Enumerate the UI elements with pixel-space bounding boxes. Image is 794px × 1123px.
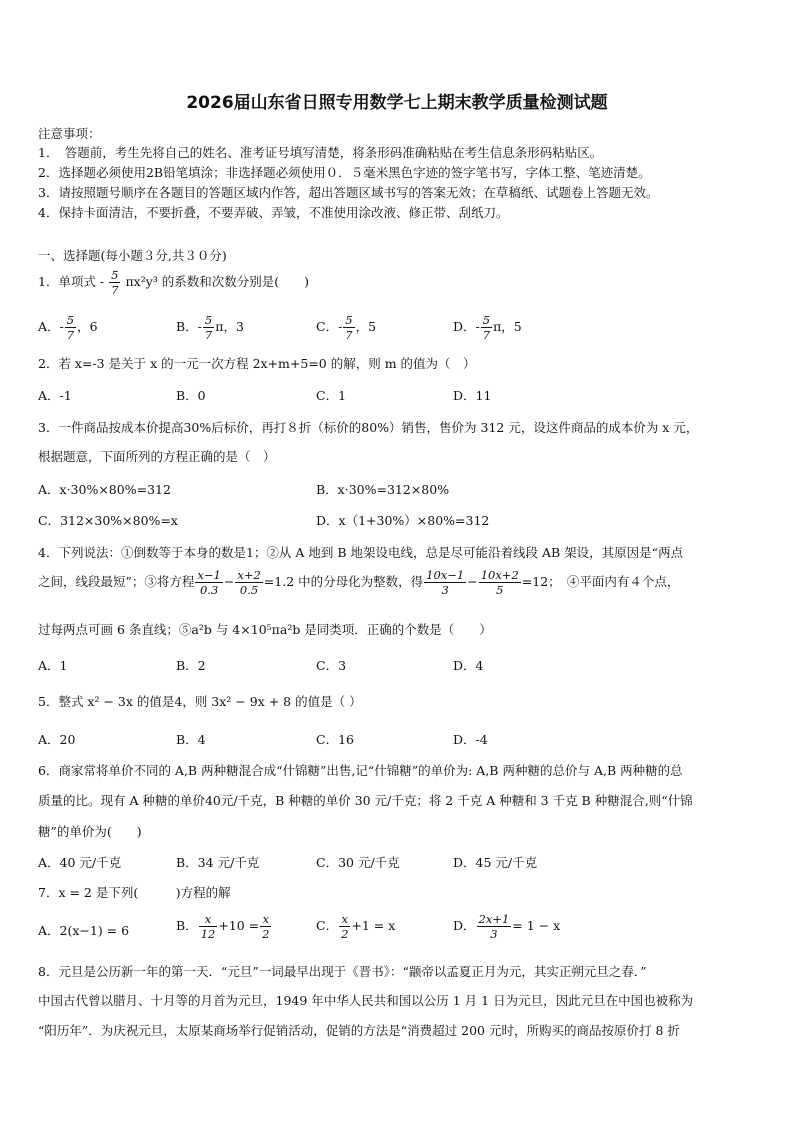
q7-c-label: C． bbox=[316, 918, 339, 933]
q1-text-pre: 1．单项式 - bbox=[38, 274, 105, 289]
q4-f3-num: 10x−1 bbox=[426, 568, 465, 582]
q4-f3-den: 3 bbox=[441, 583, 449, 597]
q5-option-c[interactable]: C．16 bbox=[316, 732, 354, 747]
q6-option-d[interactable]: D．45 元/千克 bbox=[453, 855, 538, 870]
q1-option-b-tail: π，3 bbox=[215, 319, 244, 334]
question-6-line-3: 糖”的单价为( ) bbox=[38, 824, 142, 839]
q4-fraction-1 bbox=[195, 568, 222, 597]
q7-d-label: D． bbox=[453, 918, 476, 933]
q1-option-d-label: D．- bbox=[453, 319, 480, 334]
q7-b-f2-den: 2 bbox=[262, 927, 270, 941]
q5-option-b[interactable]: B．4 bbox=[176, 732, 206, 747]
q6-option-c[interactable]: C．30 元/千克 bbox=[316, 855, 400, 870]
q4-option-a[interactable]: A．1 bbox=[38, 658, 68, 673]
q4-f2-num: x+2 bbox=[237, 568, 261, 582]
q1-frac-denominator: 7 bbox=[111, 283, 119, 297]
q4-text-a: 之间，线段最短”；③将方程 bbox=[38, 574, 195, 589]
q1-option-a-tail: ，6 bbox=[77, 319, 98, 334]
notice-item-2: 2．选择题必须使用2B铅笔填涂；非选择题必须使用０．５毫米黑色字迹的签字笔书写，字体工整、笔迹清楚。 bbox=[38, 165, 651, 180]
q1-frac-numerator: 5 bbox=[111, 268, 119, 282]
q7-option-c[interactable] bbox=[316, 912, 395, 941]
question-6-line-2: 质量的比。现有 A 种糖的单价40元/千克，B 种糖的单价 30 元/千克；将 2 千克 A 种糖和 3 千克 B 种糖混合,则“什锦 bbox=[38, 793, 693, 808]
q1-text-post: πx²y³ 的系数和次数分别是( ) bbox=[125, 274, 310, 289]
q2-option-b[interactable]: B．0 bbox=[176, 388, 206, 403]
page-title: 2026届山东省日照专用数学七上期末教学质量检测试题 bbox=[186, 93, 608, 113]
notice-item-4: 4．保持卡面清洁，不要折叠，不要弄破、弄皱，不准使用涂改液、修正带、刮纸刀。 bbox=[38, 205, 509, 220]
q7-c-num: x bbox=[339, 912, 350, 927]
q7-option-a[interactable]: A．2(x−1) = 6 bbox=[38, 923, 130, 938]
q2-option-d[interactable]: D．11 bbox=[453, 388, 492, 403]
q7-option-d[interactable] bbox=[453, 912, 560, 941]
question-8-line-2: 中国古代曾以腊月、十月等的月首为元旦，1949 年中华人民共和国以公历 1 月 1 日为元旦，因此元旦在中国也被称为 bbox=[38, 993, 694, 1008]
q1-a-num: 5 bbox=[66, 313, 75, 327]
q3-option-b[interactable]: B．x·30%=312×80% bbox=[316, 482, 450, 497]
q4-text-c: =12； ④平面内有４个点， bbox=[521, 574, 680, 589]
q1-option-b-label: B．- bbox=[176, 319, 202, 334]
section-heading: 一、选择题(每小题３分,共３０分) bbox=[38, 248, 227, 263]
q3-option-c[interactable]: C．312×30%×80%=x bbox=[38, 513, 178, 528]
q1-option-d[interactable] bbox=[453, 313, 522, 342]
q6-option-b[interactable]: B．34 元/千克 bbox=[176, 855, 260, 870]
q2-option-a[interactable]: A．-1 bbox=[38, 388, 72, 403]
q7-b-f1-den: 12 bbox=[200, 927, 216, 941]
q1-d-num: 5 bbox=[482, 313, 491, 327]
q1-option-d-tail: π，5 bbox=[493, 319, 522, 334]
question-8-line-3: “阳历年”．为庆祝元旦，太原某商场举行促销活动，促销的方法是“消费超过 200 元时，所购买的商品按原价打 8 折 bbox=[38, 1023, 680, 1038]
q4-f2-den: 0.5 bbox=[239, 583, 259, 597]
question-3-line-2: 根据题意，下面所列的方程正确的是（ ） bbox=[38, 449, 276, 464]
q1-option-c-tail: ，5 bbox=[355, 319, 377, 334]
q4-f1-num: x−1 bbox=[197, 568, 221, 582]
q7-c-post: +1 = x bbox=[351, 918, 396, 933]
q7-d-post: = 1 − x bbox=[512, 918, 561, 933]
q4-f4-num: 10x+2 bbox=[480, 568, 519, 582]
question-2: 2．若 x=-3 是关于 x 的一元一次方程 2x+m+5=0 的解，则 m 的值为（ ） bbox=[38, 356, 476, 371]
notice-item-3: 3．请按照题号顺序在各题目的答题区域内作答，超出答题区域书写的答案无效；在草稿纸、试题卷上答题无效。 bbox=[38, 185, 659, 200]
q1-c-num: 5 bbox=[345, 313, 353, 327]
q1-option-b[interactable] bbox=[176, 313, 244, 342]
q1-b-num: 5 bbox=[204, 313, 213, 327]
q6-option-a[interactable]: A．40 元/千克 bbox=[38, 855, 122, 870]
q4-fraction-3 bbox=[424, 568, 466, 597]
question-8-line-1: 8．元旦是公历新一年的第一天．“元旦”一词最早出现于《晋书》：“颛帝以孟夏正月为元，其实正朔元旦之春．” bbox=[38, 964, 647, 979]
notice-heading: 注意事项： bbox=[38, 126, 101, 141]
q7-b-f2-num: x bbox=[260, 912, 271, 927]
q4-fraction-2 bbox=[235, 568, 262, 597]
q7-d-num: 2x+1 bbox=[478, 912, 510, 926]
q3-option-a[interactable]: A．x·30%×80%=312 bbox=[38, 482, 171, 497]
q4-option-c[interactable]: C．3 bbox=[316, 658, 347, 673]
question-5: 5．整式 x² − 3x 的值是4，则 3x² − 9x + 8 的值是（ ） bbox=[38, 694, 362, 709]
question-4-line-1: 4．下列说法：①倒数等于本身的数是1；②从 A 地到 B 地架设电线，总是尽可能沿着线段 AB 架设，其原因是“两点 bbox=[38, 545, 684, 560]
question-4-line-2: 之间，线段最短”；③将方程 $\frac{x-1}{0.3}$ − $\frac{x+2}{0.5}$ =1.2 中的分母化为整数，得 $\frac{10x-1}{3}$ − $\frac{10x+2}{5}$ =12； ④平面内有４个点， bbox=[38, 568, 680, 597]
q1-option-c-label: C．- bbox=[316, 319, 343, 334]
q7-b-mid: +10 = bbox=[218, 918, 260, 933]
question-1 bbox=[38, 268, 760, 297]
q4-text-b: =1.2 中的分母化为整数，得 bbox=[263, 574, 424, 589]
question-6-line-1: 6．商家常将单价不同的 A,B 两种糖混合成“什锦糖”出售,记“什锦糖”的单价为: A,B 两种糖的总价与 A,B 两种糖的总 bbox=[38, 763, 683, 778]
question-7: 7．x = 2 是下列( )方程的解 bbox=[38, 885, 231, 900]
q1-d-den: 7 bbox=[482, 328, 491, 342]
q4-option-d[interactable]: D．4 bbox=[453, 658, 484, 673]
q1-option-c[interactable] bbox=[316, 313, 376, 342]
q5-option-d[interactable]: D．-4 bbox=[453, 732, 488, 747]
question-4-line-3: 过每两点可画 6 条直线；⑤a²b 与 4×10⁵πa²b 是同类项．正确的个数是（ ） bbox=[38, 622, 492, 637]
q4-f1-den: 0.3 bbox=[199, 583, 219, 597]
q4-option-b[interactable]: B．2 bbox=[176, 658, 206, 673]
q1-fraction bbox=[109, 268, 120, 297]
q7-b-f1-num: x bbox=[199, 912, 218, 927]
q1-c-den: 7 bbox=[345, 328, 353, 342]
q2-option-c[interactable]: C．1 bbox=[316, 388, 347, 403]
q3-option-d[interactable]: D．x（1+30%）×80%=312 bbox=[316, 513, 490, 528]
q7-d-den: 3 bbox=[490, 927, 498, 941]
q1-option-a-label: A．- bbox=[38, 319, 64, 334]
q7-option-b[interactable] bbox=[176, 912, 272, 941]
q1-a-den: 7 bbox=[66, 328, 75, 342]
q7-c-den: 2 bbox=[341, 927, 349, 941]
q7-b-label: B． bbox=[176, 918, 198, 933]
q1-b-den: 7 bbox=[204, 328, 213, 342]
q1-option-a[interactable] bbox=[38, 313, 98, 342]
question-3-line-1: 3．一件商品按成本价提高30%后标价，再打８折（标价的80%）销售，售价为 312 元，设这件商品的成本价为 x 元， bbox=[38, 420, 699, 435]
notice-item-1: 1． 答题前，考生先将自己的姓名、准考证号填写清楚，将条形码准确粘贴在考生信息条形码粘贴区。 bbox=[38, 145, 603, 160]
q5-option-a[interactable]: A．20 bbox=[38, 732, 76, 747]
q4-f4-den: 5 bbox=[496, 583, 504, 597]
q4-fraction-4 bbox=[479, 568, 521, 597]
